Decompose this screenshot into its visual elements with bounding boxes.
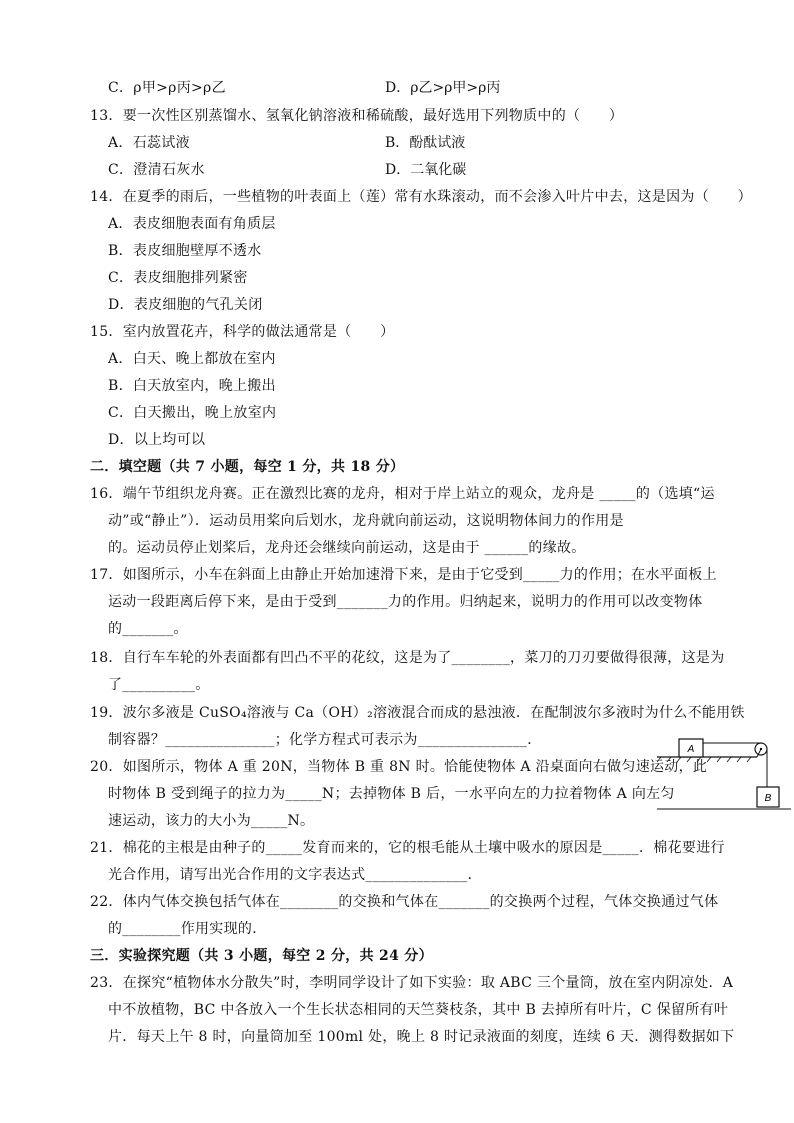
text-line: A．表皮细胞表面有角质层: [108, 216, 276, 232]
text-line: 17．如图所示，小车在斜面上由静止开始加速滑下来，是由于它受到_____力的作用；在水平面板上: [90, 567, 717, 583]
text-line: 的________作用实现的．: [108, 921, 267, 937]
text-line: 23．在探究“植物体水分散失”时，李明同学设计了如下实验：取 ABC 三个量筒，放在室内阴凉处．A: [90, 975, 734, 991]
text-line: 16．端午节组织龙舟赛。正在激烈比赛的龙舟，相对于岸上站立的观众，龙舟是 _____的（选填“运: [90, 486, 715, 502]
text-line: 运动一段距离后停下来，是由于受到_______力的作用。归纳起来，说明力的作用可以改变物体: [108, 594, 703, 610]
text-line: 制容器？_______________；化学方程式可表示为_______________．: [108, 732, 542, 748]
text-line: C．ρ甲>ρ丙>ρ乙: [108, 80, 226, 96]
text-line: A．白天、晚上都放在室内: [108, 351, 276, 367]
pulley-diagram: [657, 733, 791, 813]
text-line: 二．填空题（共 7 小题，每空 1 分，共 18 分）: [90, 459, 405, 475]
text-line: B．白天放室内，晚上搬出: [108, 378, 276, 394]
text-line: 时物体 B 受到绳子的拉力为_____N；去掉物体 B 后，一水平向左的力拉着物体 A 向左匀: [108, 786, 675, 802]
text-line: 三．实验探究题（共 3 小题，每空 2 分，共 24 分）: [90, 948, 433, 964]
text-line: 光合作用，请写出光合作用的文字表达式______________．: [108, 867, 482, 883]
text-line: 22．体内气体交换包括气体在________的交换和气体在_______的交换两个过程，气体交换通过气体: [90, 894, 719, 910]
option-right: D．ρ乙>ρ甲>ρ丙: [385, 80, 501, 96]
table-hatch: [657, 757, 751, 762]
text-line: C．表皮细胞排列紧密: [108, 270, 248, 286]
option-right: D．二氧化碳: [385, 162, 467, 178]
text-line: 14．在夏季的雨后，一些植物的叶表面上（莲）常有水珠滚动，而不会渗入叶片中去，这是因为（ ）: [90, 189, 752, 205]
text-line: 15．室内放置花卉，科学的做法通常是（ ）: [90, 324, 395, 340]
text-line: 了__________。: [108, 677, 210, 693]
text-line: C．澄清石灰水: [108, 162, 205, 178]
text-line: 18．自行车车轮的外表面都有凹凸不平的花纹，这是为了________，菜刀的刀刃要做得很薄，这是为: [90, 650, 725, 666]
block-b-label: B: [764, 793, 772, 804]
text-line: 中不放植物，BC 中各放入一个生长状态相同的天竺葵枝条，其中 B 去掉所有叶片，C 保留所有叶: [108, 1002, 729, 1018]
text-line: 速运动，该力的大小为_____N。: [108, 813, 315, 829]
text-line: C．白天搬出，晚上放室内: [108, 405, 277, 421]
text-line: B．表皮细胞壁厚不透水: [108, 243, 262, 259]
text-line: 20．如图所示，物体 A 重 20N，当物体 B 重 8N 时。恰能使物体 A 沿桌面向右做匀速运动，此: [90, 759, 708, 775]
text-line: 的。运动员停止划桨后，龙舟还会继续向前运动，这是由于 ______的缘故。: [108, 540, 586, 556]
text-line: 动”或“静止”）．运动员用桨向后划水，龙舟就向前运动，这说明物体间力的作用是: [108, 513, 624, 529]
text-line: 21．棉花的主根是由种子的_____发育而来的，它的根毛能从土壤中吸水的原因是_____．棉花要进行: [90, 840, 725, 856]
text-line: 19．波尔多液是 CuSO₄溶液与 Ca（OH）₂溶液混合而成的悬浊液．在配制波尔多液时为什么不能用铁: [90, 705, 745, 721]
block-a-label: A: [687, 744, 695, 755]
text-line: 的_______。: [108, 621, 188, 637]
option-right: B．酚酞试液: [385, 135, 466, 151]
text-line: 13．要一次性区别蒸馏水、氢氧化钠溶液和稀硫酸，最好选用下列物质中的（ ）: [90, 108, 624, 124]
text-line: D．以上均可以: [108, 432, 206, 448]
text-line: 片．每天上午 8 时，向量筒加至 100ml 处，晚上 8 时记录液面的刻度，连续 6 天．测得数据如下: [108, 1029, 735, 1045]
text-line: A．石蕊试液: [108, 135, 190, 151]
text-line: D．表皮细胞的气孔关闭: [108, 297, 263, 313]
